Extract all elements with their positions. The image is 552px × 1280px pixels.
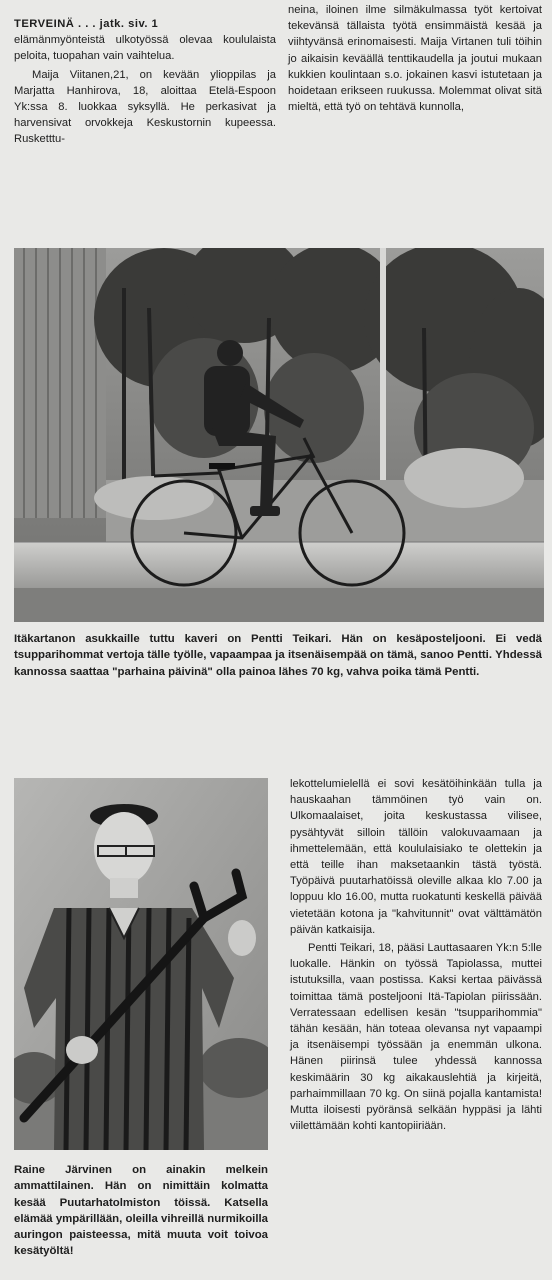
- article-paragraph: neina, iloinen ilme silmäkulmassa työt kertoivat tekevänsä tällaista työtä ensimmäistä kesää ja viihtyvänsä erinomaisesti. Maija Virtanen tuli töihin jo aikaisin keväällä tenttikaudella ja joutui mukaan kukkien koulintaan s.o. jokainen kasvi istutetaan ja hoidetaan erikseen ruukussa. Molemmat olivat sitä mieltä, että työ on tehtävä kunnolla,: [288, 4, 542, 114]
- article-paragraph: Maija Viitanen,21, on kevään ylioppilas ja Marjatta Hanhirova, 18, aloittaa Etelä-Espoon Yk:ssa 8. luokkaa syksyllä. He perkasivat ja harvensivat orvokkeja Keskustornin kupeessa. Rusketttu-: [14, 68, 276, 146]
- bottom-right-column: [290, 776, 542, 1134]
- article-paragraph: lekottelumielellä ei sovi kesätöihinkään tulla ja hauskaahan tämmöinen työ vain on. Ulkomaalaiset, joita keskustassa vilisee, pysähtyvät silloin tällöin valokuvaamaan ja ihmettelemään, että koululaisiako te olettekin ja että teille ihan maksetaankin tästä työstä. Työpäivä puutarhatöissä oleville alkaa klo 7.00 ja loppuu klo 16.00, mutta ruokatunti keskellä päivää vietetään kotona ja "kahvitunnit" ovat välttämätön päivän katkaisija.: [290, 778, 542, 936]
- photo-bicycle-rider: [14, 248, 544, 622]
- caption-gardener: Raine Järvinen on ainakin melkein ammattilainen. Hän on nimittäin kolmatta kesää Puutarhatolmiston töissä. Katsella elämää ympärillään, oleilla vihreillä nurmikoilla auringon paisteessa, mitä muuta voit toivoa kesätyöltä!: [14, 1164, 268, 1258]
- article-text: elämänmyönteistä ulkotyössä olevaa koululaista peloita, tuopahan vain vaihtelua.: [14, 34, 276, 63]
- article-lead: TERVEINÄ . . . jatk. siv. 1: [14, 18, 159, 30]
- article-paragraph: Pentti Teikari, 18, pääsi Lauttasaaren Yk:n 5:lle luokalle. Hänkin on työssä Tapiolassa, muttei istutuksilla, vaan postissa. Kaksi kertaa päivässä toimittaa tämä posteljooni Itä-Tapiolan piirissään. Verratessaan edellisen kesän "tsupparihommia" tähän kesään, hän toteaa olevansa nyt vapaampi ja itsenäisempi työssään ja enemmän ulkona. Hänen piirinsä tulee yhdessä kannossa keskimäärin 30 kg aikakauslehtiä ja kirjeitä, parhaimmillaan 70 kg. On siinä pojalla kantamista! Mutta iloisesti pyöränsä selkään hyppäsi ja lähti viilettämään kohti kantopiiriään.: [290, 942, 542, 1133]
- article-paragraph: [14, 16, 276, 65]
- top-right-column: [288, 2, 542, 115]
- top-left-column: [14, 16, 276, 148]
- photo-gardener: [14, 778, 268, 1150]
- caption-bicycle: Itäkartanon asukkaille tuttu kaveri on Pentti Teikari. Hän on kesäposteljooni. Ei vedä tsupparihommat vertoja tälle työlle, vapaampaa ja itsenäisempää on tämä, sanoo Pentti. Yhdessä kannossa saattaa "parhaina päivinä" olla painoa lähes 70 kg, vahva poika tämä Pentti.: [14, 633, 542, 678]
